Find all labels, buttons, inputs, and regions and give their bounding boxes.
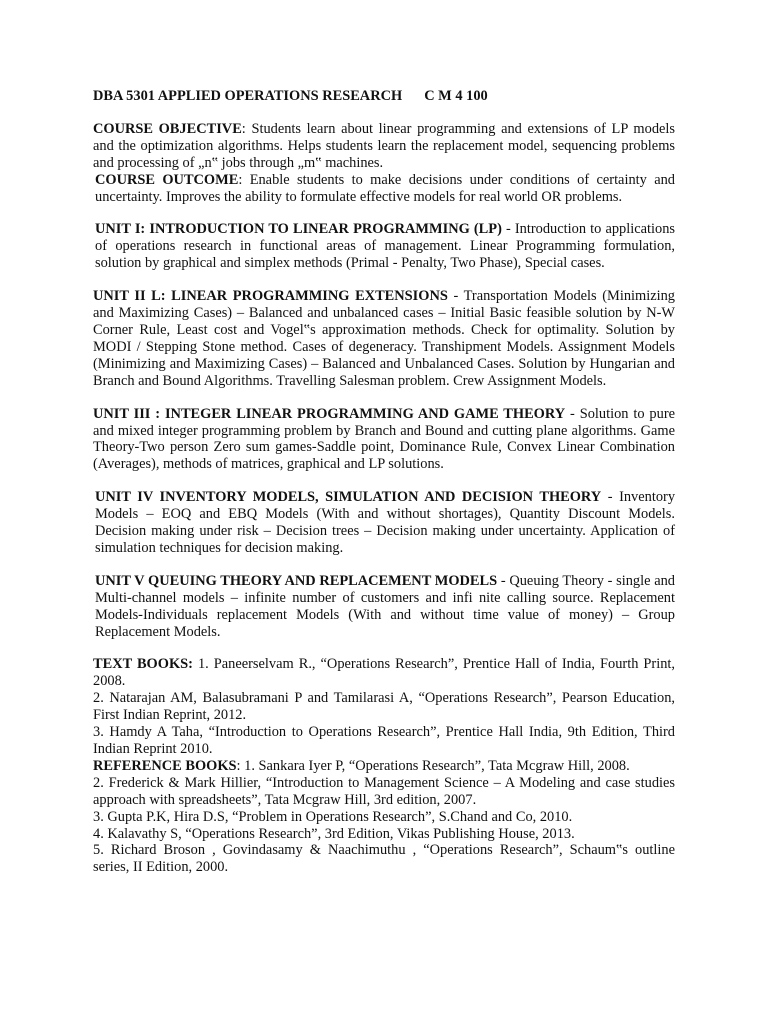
reference-book-1 <box>93 758 675 775</box>
reference-book-2: 2. Frederick & Mark Hillier, “Introduction to Management Science – A Modeling and case studies approach with spreadsheets”, Tata Mcgraw Hill, 3rd edition, 2007. <box>93 774 675 808</box>
course-objective-label: COURSE OBJECTIVE <box>93 120 242 137</box>
spacer <box>93 640 675 656</box>
reference-book-5: 5. Richard Broson , Govindasamy & Naachimuthu , “Operations Research”, Schaum‟s outline series, II Edition, 2000. <box>93 842 675 876</box>
unit-1-text: - Introduction to applications of operations research in functional areas of management. Linear Programming formulation, solution by graphical and simplex methods (Primal - Penalty, Two Phase), Special cases. <box>95 221 675 272</box>
unit-1 <box>93 221 675 272</box>
text-book-3: 3. Hamdy A Taha, “Introduction to Operations Research”, Prentice Hall India, 9th Edition, Third Indian Reprint 2010. <box>93 724 675 757</box>
course-credits: C M 4 100 <box>424 88 488 104</box>
unit-2-heading: UNIT II L: LINEAR PROGRAMMING EXTENSIONS <box>93 288 448 305</box>
unit-3-heading: UNIT III : INTEGER LINEAR PROGRAMMING AND GAME THEORY <box>93 405 566 422</box>
syllabus-document <box>93 88 675 876</box>
unit-2-text: - Transportation Models (Minimizing and Maximizing Cases) – Balanced and unbalanced cases – Initial Basic feasible solution by N-W Corner Rule, Least cost and Vogel‟s approximation methods. Check for optimality. Solution by MODI / Stepping Stone method. Cases of degeneracy. Transhipment Models. Assignment Models (Minimizing and Maximizing Cases) – Balanced and Unbalanced Cases. Solution by Hungarian and Branch and Bound Algorithms. Travelling Salesman problem. Crew Assignment Models. <box>93 288 675 389</box>
unit-4-text: - Inventory Models – EOQ and EBQ Models (With and without shortages), Quantity Discount Models. Decision making under risk – Decision trees – Decision making under uncertainty. Application of simulation techniques for decision making. <box>95 489 676 556</box>
spacer <box>93 205 675 221</box>
unit-3-text: - Solution to pure and mixed integer programming problem by Branch and Bound and cutting plane algorithms. Game Theory-Two person Zero sum games-Saddle point, Dominance Rule, Convex Linear Combination (Averages), methods of matrices, graphical and LP solutions. <box>93 405 676 473</box>
page-title <box>93 88 675 105</box>
reference-books-label: REFERENCE BOOKS <box>93 757 237 774</box>
unit-2 <box>93 288 675 389</box>
unit-5 <box>93 573 675 641</box>
spacer <box>93 390 675 406</box>
reference-book-3: 3. Gupta P.K, Hira D.S, “Problem in Operations Research”, S.Chand and Co, 2010. <box>93 808 573 825</box>
unit-5-heading: UNIT V QUEUING THEORY AND REPLACEMENT MODELS <box>95 572 498 589</box>
course-outcome <box>93 172 675 206</box>
unit-4-heading: UNIT IV INVENTORY MODELS, SIMULATION AND DECISION THEORY <box>95 489 602 506</box>
spacer <box>93 272 675 288</box>
unit-1-heading: UNIT I: INTRODUCTION TO LINEAR PROGRAMMING (LP) <box>95 221 502 238</box>
text-book-2: 2. Natarajan AM, Balasubramani P and Tamilarasi A, “Operations Research”, Pearson Education, First Indian Reprint, 2012. <box>93 690 675 724</box>
unit-5-text: - Queuing Theory - single and Multi-channel models – infinite number of customers and infi nite calling source. Replacement Models-Individuals replacement Models (With and without time value of money) – Group Replacement Models. <box>95 572 675 640</box>
reference-book-4: 4. Kalavathy S, “Operations Research”, 3rd Edition, Vikas Publishing House, 2013. <box>93 825 575 842</box>
text-book-entry: 1. Paneerselvam R., “Operations Research”, Prentice Hall of India, Fourth Print, 2008. <box>93 656 676 690</box>
reference-book-entry: : 1. Sankara Iyer P, “Operations Research”, Tata Mcgraw Hill, 2008. <box>236 757 630 774</box>
unit-4 <box>93 489 675 557</box>
course-objective <box>93 121 675 172</box>
course-outcome-label: COURSE OUTCOME <box>95 171 239 188</box>
text-books-label: TEXT BOOKS: <box>93 656 193 673</box>
course-outcome-text: : Enable students to make decisions under conditions of certainty and uncertainty. Improves the ability to formulate effective models for real world OR problems. <box>95 171 675 205</box>
unit-3 <box>93 406 675 474</box>
spacer <box>93 557 675 573</box>
course-objective-text: : Students learn about linear programming and extensions of LP models and the optimization algorithms. Helps students learn the replacement model, sequencing problems and processing of „n‟ jobs through „m‟ machines. <box>93 120 675 171</box>
text-book-1 <box>93 656 675 690</box>
spacer <box>93 473 675 489</box>
course-title: DBA 5301 APPLIED OPERATIONS RESEARCH <box>93 88 403 104</box>
